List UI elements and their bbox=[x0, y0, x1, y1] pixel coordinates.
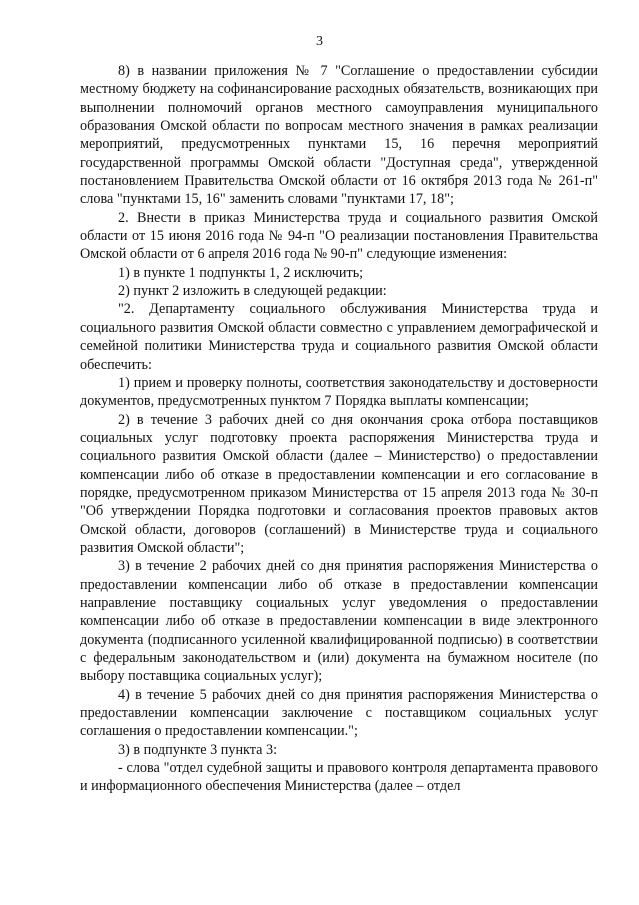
paragraph: 1) в пункте 1 подпункты 1, 2 исключить; bbox=[118, 264, 364, 281]
paragraph: 3) в течение 2 рабочих дней со дня принятия распоряжения Министерства о предоставлении компенсации либо об отказе в предоставлении компенсации направление поставщику социальных услуг уведомления о предоставлении компенсации либо об отказе в предоставлении компенсации в виде электронного документа (подписанного усиленной квалифицированной подписью) в соответствии с федеральным законодательством и (или) документа на бумажном носителе (по выбору поставщика социальных услуг); bbox=[80, 558, 598, 685]
paragraph: 3) в подпункте 3 пункта 3: bbox=[118, 741, 278, 758]
paragraph: 4) в течение 5 рабочих дней со дня принятия распоряжения Министерства о предоставлении компенсации заключение с поставщиком социальных услуг соглашения о предоставлении компенсации."; bbox=[80, 686, 598, 740]
document-body bbox=[80, 62, 598, 796]
page-number: 3 bbox=[316, 34, 323, 49]
paragraph: 2) пункт 2 изложить в следующей редакции: bbox=[118, 283, 387, 300]
paragraph: 1) прием и проверку полноты, соответствия законодательству и достоверности документов, предусмотренных пунктом 7 Порядка выплаты компенсации; bbox=[80, 374, 598, 410]
paragraph: 2) в течение 3 рабочих дней со дня окончания срока отбора поставщиков социальных услуг подготовку проекта распоряжения Министерства труда и социального развития Омской области (далее – Министерство) о предоставлении компенсации либо об отказе в предоставлении компенсации и его согласование в порядке, предусмотренном приказом Министерства от 15 апреля 2013 года № 30-п "Об утверждении Порядка подготовки и согласования проектов правовых актов Омской области, договоров (соглашений) в Министерстве труда и социального развития Омской области"; bbox=[80, 411, 598, 556]
paragraph: "2. Департаменту социального обслуживания Министерства труда и социального развития Омской области совместно с управлением демографической и семейной политики Министерства труда и социального развития Омской области обеспечить: bbox=[80, 301, 598, 373]
paragraph: 2. Внести в приказ Министерства труда и социального развития Омской области от 15 июня 2016 года № 94-п "О реализации постановления Правительства Омской области от 6 апреля 2016 года № 90-п" следующие изменения: bbox=[80, 209, 598, 263]
paragraph: 8) в названии приложения № 7 "Соглашение о предоставлении субсидии местному бюджету на софинансирование расходных обязательств, возникающих при выполнении полномочий органов местного самоуправления муниципального образования Омской области по вопросам местного значения в рамках реализации мероприятий, предусмотренных пунктами 15, 16 перечня мероприятий государственной программы Омской области "Доступная среда", утвержденной постановлением Правительства Омской области от 16 октября 2013 года № 261-п" слова "пунктами 15, 16" заменить словами "пунктами 17, 18"; bbox=[80, 63, 598, 208]
paragraph: - слова "отдел судебной защиты и правового контроля департамента правового и информационного обеспечения Министерства (далее – отдел bbox=[80, 760, 598, 795]
